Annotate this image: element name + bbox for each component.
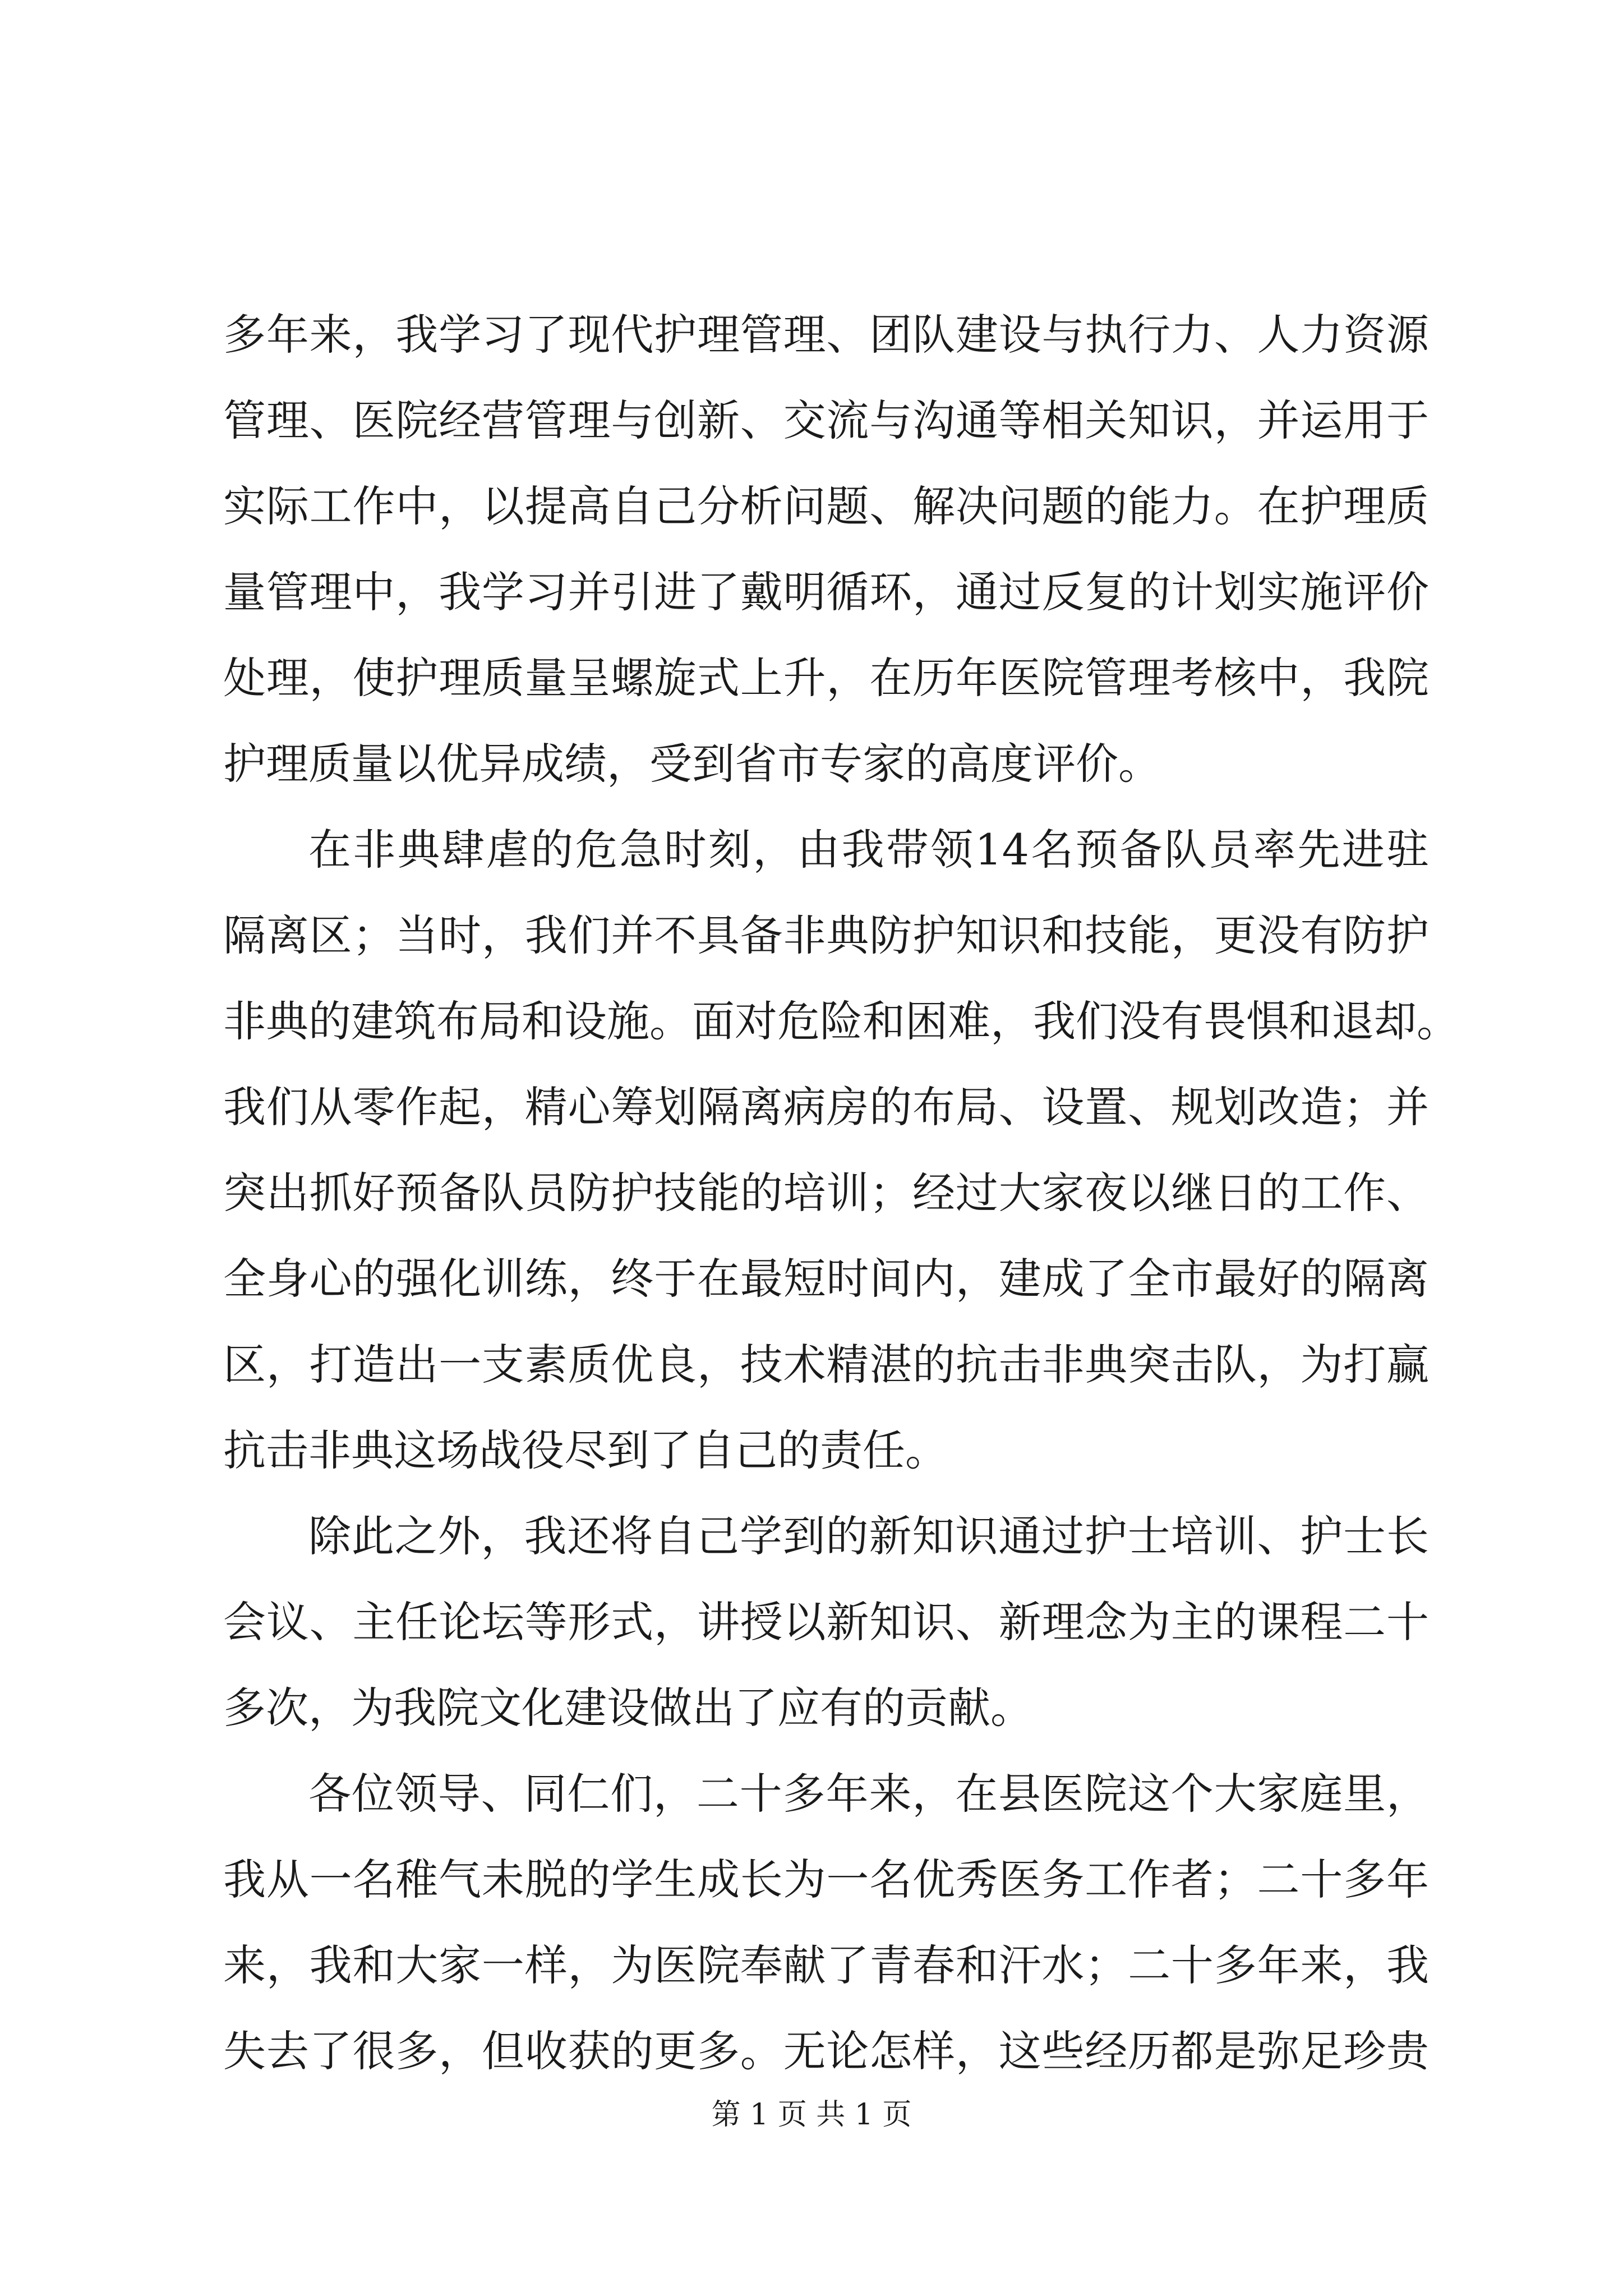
paragraph (223, 807, 1459, 1493)
text-line: 会议、主任论坛等形式，讲授以新知识、新理念为主的课程二十 (223, 1597, 1429, 1647)
text-line: 护理质量以优异成绩，受到省市专家的高度评价。 (223, 739, 1161, 789)
text-line: 除此之外，我还将自己学到的新知识通过护士培训、护士长 (308, 1511, 1429, 1561)
text-line: 各位领导、同仁们，二十多年来，在县医院这个大家庭里， (308, 1769, 1429, 1819)
text-line: 多次，为我院文化建设做出了应有的贡献。 (223, 1683, 1033, 1733)
text-line: 我从一名稚气未脱的学生成长为一名优秀医务工作者；二十多年 (223, 1855, 1429, 1904)
text-line: 全身心的强化训练，终于在最短时间内，建成了全市最好的隔离 (223, 1254, 1429, 1304)
text-line: 我们从零作起，精心筹划隔离病房的布局、设置、规划改造；并 (223, 1082, 1429, 1132)
paragraph (223, 1493, 1429, 1751)
text-line: 失去了很多，但收获的更多。无论怎样，这些经历都是弥足珍贵 (223, 2026, 1429, 2076)
text-line: 突出抓好预备队员防护技能的培训；经过大家夜以继日的工作、 (223, 1168, 1429, 1218)
text-line: 非典的建筑布局和设施。面对危险和困难，我们没有畏惧和退却。 (223, 996, 1459, 1046)
text-line: 在非典肆虐的危急时刻，由我带领14名预备队员率先进驻 (308, 825, 1429, 875)
paragraph (223, 1751, 1429, 2094)
text-line: 来，我和大家一样，为医院奉献了青春和汗水；二十多年来，我 (223, 1940, 1429, 1990)
document-body (223, 292, 1459, 2094)
text-line: 区，打造出一支素质优良，技术精湛的抗击非典突击队，为打赢 (223, 1340, 1429, 1389)
text-line: 量管理中，我学习并引进了戴明循环，通过反复的计划实施评价 (223, 567, 1429, 617)
text-line: 管理、医院经营管理与创新、交流与沟通等相关知识，并运用于 (223, 395, 1429, 445)
page-number-footer: 第 1 页 共 1 页 (711, 2098, 912, 2132)
text-line: 抗击非典这场战役尽到了自己的责任。 (223, 1425, 948, 1475)
text-line: 隔离区；当时，我们并不具备非典防护知识和技能，更没有防护 (223, 910, 1429, 960)
text-line: 处理，使护理质量呈螺旋式上升，在历年医院管理考核中，我院 (223, 653, 1429, 703)
paragraph (223, 292, 1429, 807)
text-line: 实际工作中，以提高自己分析问题、解决问题的能力。在护理质 (223, 481, 1429, 531)
text-line: 多年来，我学习了现代护理管理、团队建设与执行力、人力资源 (223, 310, 1429, 360)
